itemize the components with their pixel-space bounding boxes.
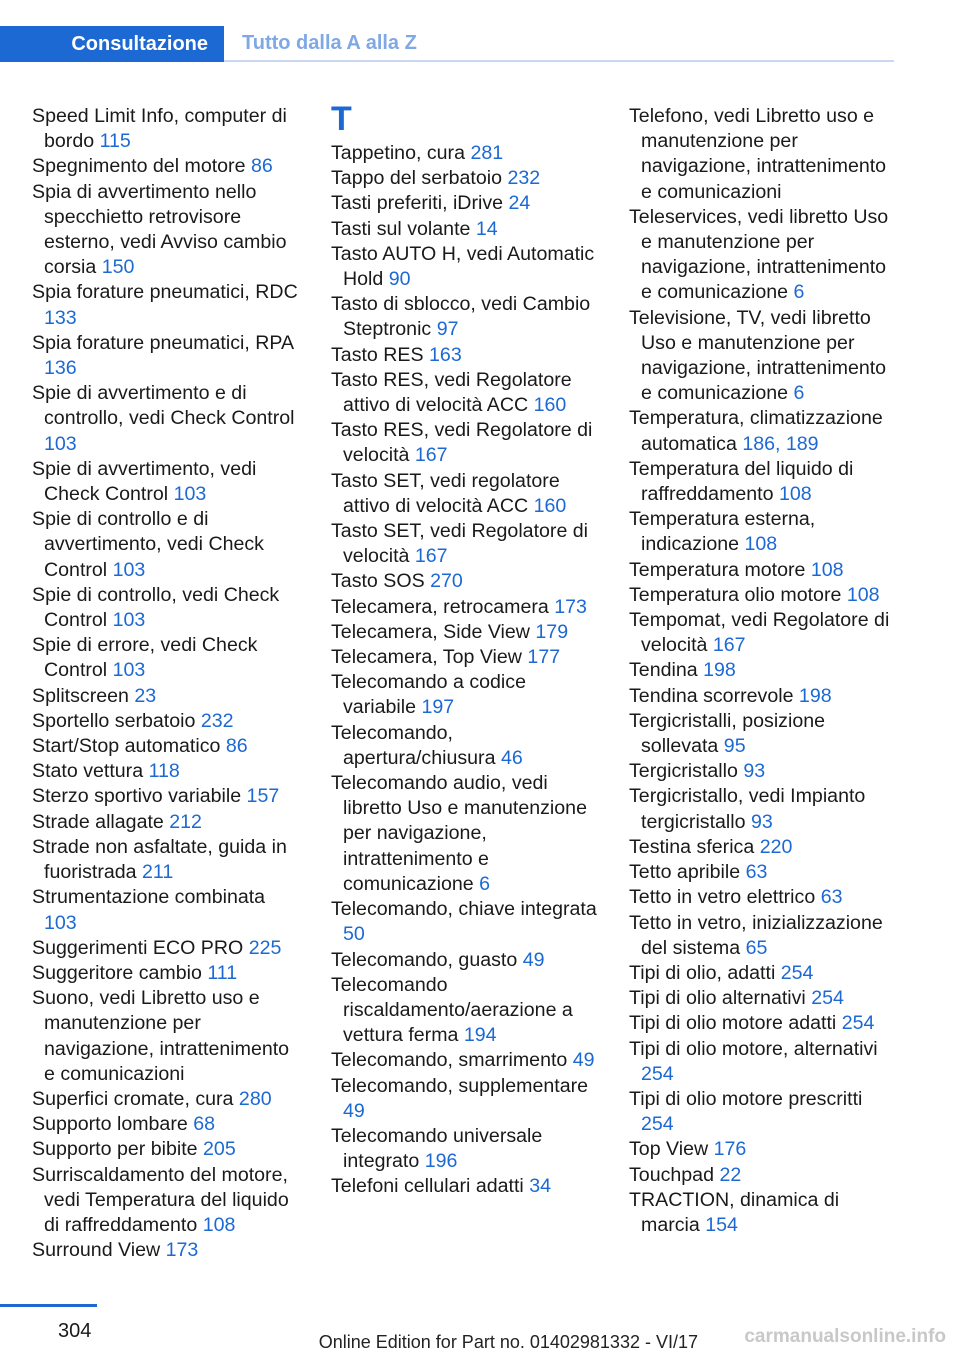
index-entry [331, 141, 601, 166]
index-page-link[interactable]: 103 [44, 911, 77, 934]
index-entry [32, 104, 302, 154]
index-entry-text: Tipi di olio motore prescritti [629, 1087, 863, 1110]
page-header [0, 26, 894, 62]
index-entry [32, 986, 302, 1087]
index-page-link[interactable]: 65 [745, 936, 768, 959]
index-entry [32, 936, 302, 961]
index-entry-text: Start/Stop automatico [32, 735, 221, 758]
index-entry [629, 885, 899, 910]
index-page-link[interactable]: 63 [745, 861, 768, 884]
index-page-link[interactable]: 211 [142, 861, 174, 884]
index-entry-text: Tergicristallo, vedi Impianto tergicristallo [629, 785, 866, 833]
index-entry-text: Tipi di olio motore, alternativi [629, 1037, 878, 1060]
index-page-link[interactable]: 103 [112, 659, 146, 682]
index-entry-text: Telefoni cellulari adatti [331, 1175, 524, 1198]
index-entry [32, 835, 302, 885]
index-entry-text: Suono, vedi Libretto uso e manutenzione per navigazione, intrattenimento e comunicazioni [32, 987, 290, 1085]
index-entry-text: Spia di avvertimento nello specchietto retrovisore esterno, vedi Avviso cambio corsia [32, 180, 287, 279]
index-entry-text: Telecomando audio, vedi libretto Uso e manutenzione per navigazione, intrattenimento e comunicazione [331, 772, 587, 895]
index-entry [331, 670, 601, 720]
index-entry-text: Top View [629, 1138, 709, 1161]
index-page-link[interactable]: 254 [641, 1113, 674, 1136]
index-entry [629, 507, 899, 557]
index-entry [331, 973, 601, 1049]
index-entry [629, 608, 899, 658]
index-entry-text: Teleservices, vedi libretto Uso e manutenzione per navigazione, intrattenimento e comunicazione [629, 205, 889, 304]
index-entry [629, 709, 899, 759]
index-entry-text: Touchpad [629, 1163, 714, 1186]
index-entry [629, 961, 899, 986]
index-entry [331, 217, 601, 242]
index-entry [32, 1137, 302, 1162]
index-page-link[interactable]: 49 [522, 948, 545, 971]
index-entry-text: Supporto lombare [32, 1113, 188, 1136]
index-entry-text: Spie di controllo e di avvertimento, vedi Check Control [32, 508, 264, 581]
index-entry-text: Tipi di olio motore adatti [629, 1012, 837, 1035]
index-page-link[interactable]: 197 [421, 696, 455, 719]
index-entry [331, 1048, 601, 1073]
index-entry-text: Telecamera, Side View [331, 620, 530, 643]
index-page-link[interactable]: 97 [436, 318, 459, 341]
index-entry [331, 948, 601, 973]
index-entry [629, 684, 899, 709]
index-entry-text: Telecomando, chiave integrata [331, 898, 597, 921]
index-page-link[interactable]: 254 [811, 987, 844, 1010]
index-entry [629, 759, 899, 784]
index-entry [629, 406, 899, 456]
index-entry-text: Tasto SET, vedi Regolatore di velocità [331, 520, 589, 568]
index-entry-text: Strade non asfaltate, guida in fuoristrada [32, 835, 287, 884]
index-page-link[interactable]: 103 [112, 609, 146, 632]
index-entry [629, 1137, 899, 1162]
index-entry [629, 104, 899, 205]
index-column-3 [629, 104, 899, 1238]
section-tab-consultazione[interactable]: Consultazione [0, 26, 224, 62]
index-page-link[interactable]: 150 [101, 256, 135, 279]
index-page-link[interactable]: 194 [463, 1024, 497, 1047]
index-page-link[interactable]: 179 [535, 620, 569, 643]
index-entry-text: Tasto SOS [331, 570, 425, 593]
index-entry-text: Sportello serbatoio [32, 709, 196, 732]
index-entry-text: Strade allagate [32, 810, 164, 833]
index-entry-text: Surriscaldamento del motore, vedi Temperatura del liquido di raffreddamento [32, 1163, 289, 1236]
index-entry [32, 709, 302, 734]
index-page-link[interactable]: 93 [751, 810, 773, 833]
index-page-link[interactable]: 111 [207, 961, 238, 984]
index-entry-text: Spegnimento del motore [32, 155, 246, 178]
index-entry [629, 558, 899, 583]
index-entry-text: Telecomando, smarrimento [331, 1049, 568, 1072]
index-entry [629, 1011, 899, 1036]
index-entry [32, 457, 302, 507]
index-entry [32, 331, 302, 381]
index-entry [629, 658, 899, 683]
index-entry [331, 595, 601, 620]
index-page-link[interactable]: 167 [414, 444, 448, 467]
index-entry-text: Temperatura esterna, indicazione [629, 508, 816, 556]
index-entry [629, 457, 899, 507]
index-page-link[interactable]: 108 [744, 533, 778, 556]
index-entry [629, 835, 899, 860]
index-entry [629, 784, 899, 834]
index-entry-text: Splitscreen [32, 684, 129, 707]
index-entry [331, 645, 601, 670]
index-page-link[interactable]: 108 [810, 558, 844, 581]
index-page-link[interactable]: 173 [165, 1239, 199, 1262]
index-entry-text: Strumentazione combinata [32, 886, 266, 909]
footer-rule [0, 1304, 97, 1307]
index-entry-text: Stato vettura [32, 760, 144, 783]
index-entry [331, 242, 601, 292]
index-page-link[interactable]: 154 [705, 1213, 738, 1236]
index-page-link[interactable]: 157 [246, 785, 280, 808]
index-page-link[interactable]: 86 [250, 155, 273, 178]
index-entry-text: Tergicristallo [629, 760, 738, 783]
index-entry-text: Tasto AUTO H, vedi Automatic Hold [331, 242, 595, 291]
index-entry-text: Tendina scorrevole [629, 684, 794, 707]
index-entry [32, 1163, 302, 1239]
index-page-link[interactable]: 49 [572, 1049, 595, 1072]
index-entry-text: Tasto RES [331, 343, 424, 366]
index-entry-text: Superfici cromate, cura [32, 1087, 234, 1110]
index-entry [331, 721, 601, 771]
index-entry-text: Telecomando, apertura/chiusura [331, 721, 496, 769]
index-page-link[interactable]: 254 [641, 1062, 674, 1085]
index-entry-text: Telecomando riscaldamento/aerazione a vettura ferma [331, 973, 573, 1047]
index-entry [331, 1074, 601, 1124]
index-page-link[interactable]: 108 [778, 483, 812, 506]
index-entry-text: Telecomando a codice variabile [331, 671, 526, 719]
index-page-link[interactable]: 93 [743, 760, 766, 783]
index-page-link[interactable]: 22 [719, 1163, 742, 1186]
index-entry-text: Tipi di olio, adatti [629, 961, 776, 984]
index-entry [629, 205, 899, 306]
index-entry [629, 1188, 899, 1238]
index-page-link[interactable]: 205 [203, 1138, 236, 1161]
index-entry-text: Temperatura olio motore [629, 583, 842, 606]
index-entry-text: Spia forature pneumatici, RDC [32, 281, 298, 304]
index-entry-text: Spie di controllo, vedi Check Control [32, 583, 280, 632]
index-page-link[interactable]: 95 [723, 735, 746, 758]
index-entry-text: Tasto SET, vedi regolatore attivo di velocità ACC [331, 469, 560, 517]
index-page-link[interactable]: 232 [507, 167, 541, 190]
index-entry-text: Tasti sul volante [331, 217, 471, 240]
index-entry [629, 1037, 899, 1087]
index-entry [331, 469, 601, 519]
index-entry [32, 381, 302, 457]
index-entry [32, 784, 302, 809]
index-entry [32, 180, 302, 281]
index-page-link[interactable]: 133 [44, 306, 77, 329]
index-entry-text: Tergicristalli, posizione sollevata [629, 709, 826, 758]
index-page-link[interactable]: 63 [820, 886, 843, 909]
index-entry [331, 620, 601, 645]
index-entry-text: Tasto RES, vedi Regolatore di velocità [331, 419, 593, 467]
index-page-link[interactable]: 167 [712, 634, 746, 657]
index-entry [331, 771, 601, 897]
index-entry-text: Telecomando, guasto [331, 948, 518, 971]
index-page-link[interactable]: 90 [388, 268, 411, 291]
index-entry-text: TRACTION, dinamica di marcia [629, 1188, 840, 1236]
index-entry [629, 986, 899, 1011]
index-entry-text: Televisione, TV, vedi libretto Uso e manutenzione per navigazione, intrattenimento e comunicazione [629, 306, 887, 405]
index-entry-text: Telecamera, retrocamera [331, 595, 549, 618]
index-page-link[interactable]: 108 [202, 1213, 236, 1236]
index-entry-text: Tipi di olio alternativi [629, 987, 806, 1010]
index-entry-text: Telecomando universale integrato [331, 1124, 543, 1173]
index-page-link[interactable]: 212 [169, 810, 202, 833]
edition-note: Online Edition for Part no. 01402981332 - VI/17 [318, 1332, 698, 1352]
index-page-link[interactable]: 160 [533, 394, 567, 417]
index-entry-text: Surround View [32, 1239, 161, 1262]
index-entry [331, 368, 601, 418]
index-column-2 [331, 100, 601, 1200]
index-page-link[interactable]: 254 [780, 961, 814, 984]
index-entry-text: Temperatura motore [629, 558, 806, 581]
index-entry [629, 306, 899, 407]
index-entry-text: Sterzo sportivo variabile [32, 785, 242, 808]
index-entry [629, 911, 899, 961]
index-page-link[interactable]: 232 [200, 709, 234, 732]
index-entry-text: Telefono, vedi Libretto uso e manutenzione per navigazione, intrattenimento e comunicazioni [629, 105, 887, 203]
index-page-link[interactable]: 6 [479, 872, 491, 895]
index-entry [32, 684, 302, 709]
index-entry [32, 633, 302, 683]
index-page-link[interactable]: 14 [475, 217, 498, 240]
index-entry [32, 507, 302, 583]
index-entry-text: Tetto in vetro, inizializzazione del sistema [629, 911, 883, 959]
index-letter-heading: T [331, 100, 352, 138]
index-page-link[interactable]: 225 [248, 936, 282, 959]
index-entry-text: Spia forature pneumatici, RPA [32, 331, 294, 354]
index-entry-text: Spie di avvertimento e di controllo, vedi Check Control [32, 382, 295, 430]
index-entry-text: Speed Limit Info, computer di bordo [32, 105, 287, 153]
index-page-link[interactable]: 34 [529, 1175, 552, 1198]
index-page-link[interactable]: 49 [343, 1099, 365, 1122]
index-entry [32, 759, 302, 784]
index-entry-text: Tetto apribile [629, 861, 741, 884]
index-page-link[interactable]: 186, 189 [742, 432, 819, 455]
index-page-link[interactable]: 176 [713, 1138, 747, 1161]
index-entry [32, 961, 302, 986]
index-entry [32, 734, 302, 759]
index-entry-text: Testina sferica [629, 835, 755, 858]
index-column-1 [32, 104, 302, 1263]
index-page-link[interactable]: 103 [173, 483, 207, 506]
index-entry [331, 1124, 601, 1174]
index-entry-text: Supporto per bibite [32, 1138, 198, 1161]
index-entry [331, 191, 601, 216]
index-page-link[interactable]: 173 [554, 595, 587, 618]
index-entry-text: Temperatura del liquido di raffreddamento [629, 457, 854, 506]
index-page-link[interactable]: 50 [343, 923, 365, 946]
index-page-link[interactable]: 177 [527, 646, 561, 669]
index-page-link[interactable]: 24 [508, 192, 531, 215]
index-entry-text: Tasto di sblocco, vedi Cambio Steptronic [331, 293, 591, 341]
index-entry-text: Telecomando, supplementare [331, 1074, 589, 1097]
index-page-link[interactable]: 68 [193, 1113, 216, 1136]
index-page-link[interactable]: 86 [225, 735, 248, 758]
index-entry [331, 519, 601, 569]
index-entry-text: Spie di avvertimento, vedi Check Control [32, 457, 257, 506]
index-page-link[interactable]: 103 [44, 432, 77, 455]
index-page-link[interactable]: 103 [112, 558, 146, 581]
index-entry [629, 860, 899, 885]
index-page-link[interactable]: 220 [759, 835, 793, 858]
index-entry-text: Tempomat, vedi Regolatore di velocità [629, 609, 890, 657]
index-entry [32, 1087, 302, 1112]
index-page-link[interactable]: 163 [429, 343, 462, 366]
index-entry [629, 583, 899, 608]
index-entry-text: Tasti preferiti, iDrive [331, 192, 504, 215]
index-entry [331, 166, 601, 191]
index-entry-text: Tetto in vetro elettrico [629, 886, 816, 909]
index-entry [331, 292, 601, 342]
index-page-link[interactable]: 281 [470, 142, 504, 164]
index-page-link[interactable]: 23 [134, 684, 157, 707]
index-page-link[interactable]: 198 [703, 659, 736, 682]
index-page-link[interactable]: 198 [798, 684, 832, 707]
index-entry [32, 280, 302, 330]
index-entry [629, 1163, 899, 1188]
index-page-link[interactable]: 196 [424, 1150, 458, 1173]
index-page-link[interactable]: 167 [414, 545, 448, 568]
index-page-link[interactable]: 115 [99, 130, 131, 153]
index-entry-text: Tendina [629, 659, 698, 682]
index-entry [32, 1238, 302, 1263]
index-entry-text: Telecamera, Top View [331, 646, 522, 669]
index-entry-text: Suggerimenti ECO PRO [32, 936, 244, 959]
index-entry [331, 343, 601, 368]
section-tab-a-z[interactable]: Tutto dalla A alla Z [224, 26, 894, 62]
index-entry [32, 154, 302, 179]
index-entry [629, 1087, 899, 1137]
index-entry [32, 1112, 302, 1137]
watermark: carmanualsonline.info [744, 1326, 946, 1347]
index-entry [331, 897, 601, 947]
index-entry [331, 418, 601, 468]
index-entry-text: Tappetino, cura [331, 142, 465, 164]
index-page-link[interactable]: 254 [841, 1012, 875, 1035]
index-page-link[interactable]: 270 [430, 570, 463, 593]
index-page-link[interactable]: 118 [148, 760, 180, 783]
index-entry-text: Temperatura, climatizzazione automatica [629, 407, 883, 455]
index-entry [32, 885, 302, 935]
index-entry-text: Tasto RES, vedi Regolatore attivo di velocità ACC [331, 368, 572, 417]
index-entry-text: Spie di errore, vedi Check Control [32, 634, 258, 682]
page-number: 304 [58, 1320, 92, 1342]
index-entry-text: Tappo del serbatoio [331, 167, 503, 190]
index-page-link[interactable]: 6 [793, 281, 805, 304]
index-page-link[interactable]: 160 [533, 494, 567, 517]
index-entry [32, 810, 302, 835]
index-page-link[interactable]: 46 [500, 746, 523, 769]
index-page-link[interactable]: 280 [238, 1087, 272, 1110]
index-page-link[interactable]: 108 [846, 583, 880, 606]
index-entry [32, 583, 302, 633]
index-entry-text: Suggeritore cambio [32, 961, 202, 984]
index-entry [331, 1174, 601, 1199]
index-entry [331, 569, 601, 594]
index-page-link[interactable]: 136 [44, 357, 77, 380]
index-page-link[interactable]: 6 [793, 382, 805, 405]
